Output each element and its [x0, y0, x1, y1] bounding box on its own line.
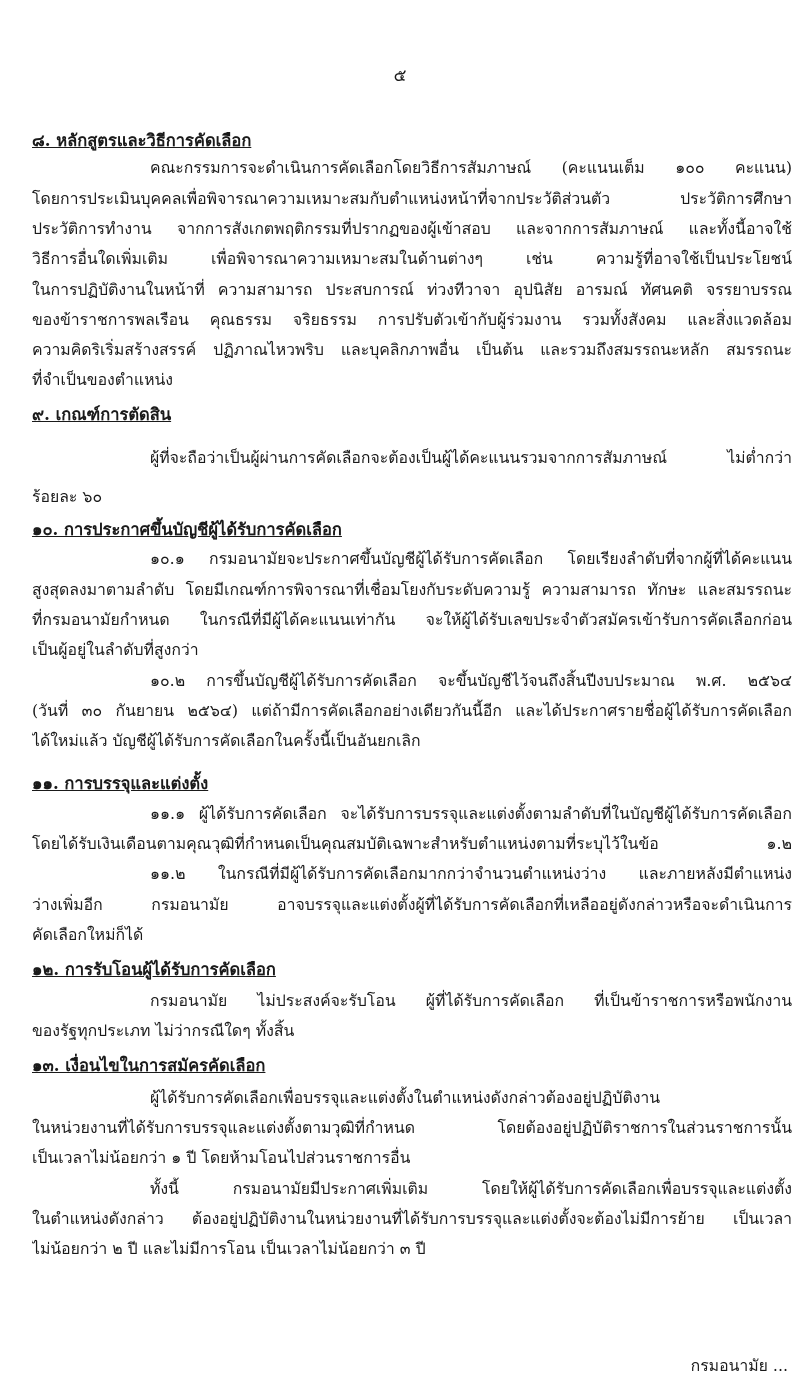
- section-heading-10: ๑๐. การประกาศขึ้นบัญชีผู้ได้รับการคัดเลือก: [32, 520, 342, 539]
- paragraph-line: คณะกรรมการจะดำเนินการคัดเลือกโดยวิธีการสัมภาษณ์ (คะแนนเต็ม ๑๐๐ คะแนน): [150, 158, 792, 177]
- paragraph-line: ที่จำเป็นของตำแหน่ง: [32, 370, 173, 389]
- paragraph-line: กรมอนามัย ไม่ประสงค์จะรับโอน ผู้ที่ได้รับการคัดเลือก ที่เป็นข้าราชการหรือพนักงาน: [150, 991, 792, 1010]
- paragraph-line: ของรัฐทุกประเภท ไม่ว่ากรณีใดๆ ทั้งสิ้น: [32, 1021, 295, 1040]
- paragraph-line: ๑๐.๒ การขึ้นบัญชีผู้ได้รับการคัดเลือก จะขึ้นบัญชีไว้จนถึงสิ้นปีงบประมาณ พ.ศ. ๒๕๖๔: [150, 671, 792, 690]
- section-heading-13: ๑๓. เงื่อนไขในการสมัครคัดเลือก: [32, 1056, 266, 1075]
- paragraph-line: ผู้ที่จะถือว่าเป็นผู้ผ่านการคัดเลือกจะต้องเป็นผู้ได้คะแนนรวมจากการสัมภาษณ์ ไม่ต่ำกว่า: [150, 448, 792, 467]
- paragraph-line: ร้อยละ ๖๐: [32, 487, 103, 506]
- paragraph-line: สูงสุดลงมาตามลำดับ โดยมีเกณฑ์การพิจารณาที่เชื่อมโยงกับระดับความรู้ ความสามารถ ทักษะ และสมรรถนะ: [32, 580, 792, 599]
- paragraph-line: ในตำแหน่งดังกล่าว ต้องอยู่ปฏิบัติงานในหน่วยงานที่ได้รับการบรรจุและแต่งตั้งจะต้องไม่มีการย้าย เป็นเวลา: [32, 1209, 792, 1228]
- paragraph-line: ของข้าราชการพลเรือน คุณธรรม จริยธรรม การปรับตัวเข้ากับผู้ร่วมงาน รวมทั้งสังคม และสิ่งแวดล้อม: [32, 310, 792, 329]
- paragraph-line: ๑๐.๑ กรมอนามัยจะประกาศขึ้นบัญชีผู้ได้รับการคัดเลือก โดยเรียงลำดับที่จากผู้ที่ได้คะแนน: [150, 549, 792, 568]
- paragraph-line: ทั้งนี้ กรมอนามัยมีประกาศเพิ่มเติม โดยให้ผู้ได้รับการคัดเลือกเพื่อบรรจุและแต่งตั้ง: [150, 1179, 792, 1198]
- section-heading-8: ๘. หลักสูตรและวิธีการคัดเลือก: [32, 131, 252, 150]
- paragraph-line: (วันที่ ๓๐ กันยายน ๒๕๖๔) แต่ถ้ามีการคัดเลือกอย่างเดียวกันนี้อีก และได้ประกาศรายชื่อผู้ได้รับการคัดเลือก: [32, 701, 792, 720]
- paragraph-line: ๑๑.๒ ในกรณีที่มีผู้ได้รับการคัดเลือกมากกว่าจำนวนตำแหน่งว่าง และภายหลังมีตำแหน่ง: [150, 864, 792, 883]
- section-heading-12: ๑๒. การรับโอนผู้ได้รับการคัดเลือก: [32, 960, 276, 979]
- paragraph-line: ความคิดริเริ่มสร้างสรรค์ ปฏิภาณไหวพริบ และบุคลิกภาพอื่น เป็นต้น และรวมถึงสมรรถนะหลัก สมรรถนะ: [32, 340, 792, 359]
- paragraph-line: ในหน่วยงานที่ได้รับการบรรจุและแต่งตั้งตามวุฒิที่กำหนด โดยต้องอยู่ปฏิบัติราชการในส่วนราชการนั้น: [32, 1118, 792, 1137]
- paragraph-line: วิธีการอื่นใดเพิ่มเติม เพื่อพิจารณาความเหมาะสมในด้านต่างๆ เช่น ความรู้ที่อาจใช้เป็นประโยชน์: [32, 249, 792, 268]
- paragraph-line: ผู้ได้รับการคัดเลือกเพื่อบรรจุและแต่งตั้งในตำแหน่งดังกล่าวต้องอยู่ปฏิบัติงาน: [150, 1088, 661, 1107]
- paragraph-line: โดยการประเมินบุคคลเพื่อพิจารณาความเหมาะสมกับตำแหน่งหน้าที่จากประวัติส่วนตัว ประวัติการศึกษา: [32, 189, 792, 208]
- paragraph-line: ประวัติการทำงาน จากการสังเกตพฤติกรรมที่ปรากฏของผู้เข้าสอบ และจากการสัมภาษณ์ และทั้งนี้อาจใช้: [32, 219, 792, 238]
- footer-continuation: กรมอนามัย ...: [690, 1356, 788, 1375]
- paragraph-line: ว่างเพิ่มอีก กรมอนามัย อาจบรรจุและแต่งตั้งผู้ที่ได้รับการคัดเลือกที่เหลืออยู่ดังกล่าวหรือจะดำเนินการ: [32, 895, 792, 914]
- paragraph-line: เป็นเวลาไม่น้อยกว่า ๑ ปี โดยห้ามโอนไปส่วนราชการอื่น: [32, 1148, 411, 1167]
- paragraph-line: โดยได้รับเงินเดือนตามคุณวุฒิที่กำหนดเป็นคุณสมบัติเฉพาะสำหรับตำแหน่งตามที่ระบุไว้ในข้อ ๑.๒: [32, 834, 792, 853]
- paragraph-line: ได้ใหม่แล้ว บัญชีผู้ได้รับการคัดเลือกในครั้งนี้เป็นอันยกเลิก: [32, 731, 421, 750]
- paragraph-line: ๑๑.๑ ผู้ได้รับการคัดเลือก จะได้รับการบรรจุและแต่งตั้งตามลำดับที่ในบัญชีผู้ได้รับการคัดเลือก: [150, 804, 792, 823]
- section-heading-9: ๙. เกณฑ์การตัดสิน: [32, 405, 172, 424]
- paragraph-line: ในการปฏิบัติงานในหน้าที่ ความสามารถ ประสบการณ์ ท่วงทีวาจา อุปนิสัย อารมณ์ ทัศนคติ จรรยาบรรณ: [32, 280, 792, 299]
- paragraph-line: ที่กรมอนามัยกำหนด ในกรณีที่มีผู้ได้คะแนนเท่ากัน จะให้ผู้ได้รับเลขประจำตัวสมัครเข้ารับการคัดเลือกก่อน: [32, 610, 792, 629]
- paragraph-line: ไม่น้อยกว่า ๒ ปี และไม่มีการโอน เป็นเวลาไม่น้อยกว่า ๓ ปี: [32, 1239, 426, 1258]
- section-heading-11: ๑๑. การบรรจุและแต่งตั้ง: [32, 774, 209, 793]
- paragraph-line: เป็นผู้อยู่ในลำดับที่สูงกว่า: [32, 640, 199, 659]
- page-number: ๕: [393, 66, 407, 86]
- paragraph-line: คัดเลือกใหม่ก็ได้: [32, 925, 144, 944]
